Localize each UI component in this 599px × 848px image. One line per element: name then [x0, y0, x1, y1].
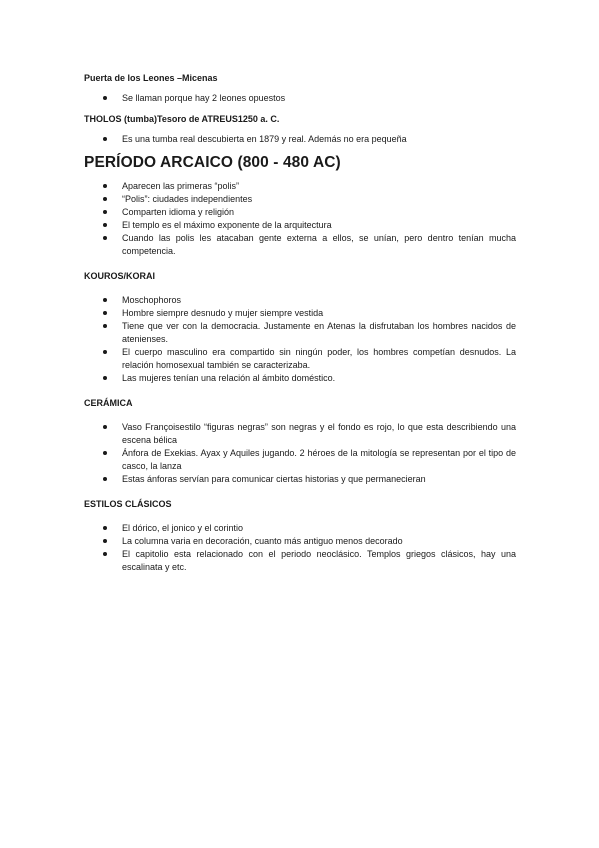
bullet-icon	[103, 451, 107, 455]
list-item: Tiene que ver con la democracia. Justamente en Atenas la disfrutaban los hombres nacidos de atenienses.	[84, 320, 516, 346]
list-item: Aparecen las primeras “polis”	[84, 180, 516, 193]
title-periodo-arcaico: PERÍODO ARCAICO (800 - 480 AC)	[84, 154, 341, 171]
list-item: Se llaman porque hay 2 leones opuestos	[84, 92, 516, 105]
bullet-icon	[103, 298, 107, 302]
bullet-icon	[103, 425, 107, 429]
list-tholos	[84, 133, 516, 146]
heading-puerta-leones: Puerta de los Leones –Micenas	[84, 73, 218, 83]
heading-kouros-korai: KOUROS/KORAI	[84, 271, 156, 281]
list-item: El cuerpo masculino era compartido sin ningún poder, los hombres competían desnudos. La relación homosexual también se caracterizaba.	[84, 346, 516, 372]
bullet-icon	[103, 96, 107, 100]
heading-ceramica: CERÁMICA	[84, 398, 133, 408]
list-puerta-leones	[84, 92, 516, 105]
bullet-icon	[103, 552, 107, 556]
list-item: Vaso Françoisestilo “figuras negras” son negras y el fondo es rojo, lo que esta describiendo una escena bélica	[84, 421, 516, 447]
bullet-icon	[103, 526, 107, 530]
list-item: El capitolio esta relacionado con el periodo neoclásico. Templos griegos clásicos, hay una escalinata y etc.	[84, 548, 516, 574]
list-item: Hombre siempre desnudo y mujer siempre vestida	[84, 307, 516, 320]
list-ceramica	[84, 421, 516, 486]
list-item: La columna varia en decoración, cuanto más antiguo menos decorado	[84, 535, 516, 548]
heading-tholos: THOLOS (tumba)Tesoro de ATREUS1250 a. C.	[84, 114, 280, 124]
list-item: Cuando las polis les atacaban gente externa a ellos, se unían, pero dentro tenían mucha competencia.	[84, 232, 516, 258]
bullet-icon	[103, 350, 107, 354]
list-item: Moschophoros	[84, 294, 516, 307]
list-item: Ánfora de Exekias. Ayax y Aquiles jugando. 2 héroes de la mitología se representan por el tipo de casco, la lanza	[84, 447, 516, 473]
bullet-icon	[103, 477, 107, 481]
bullet-icon	[103, 324, 107, 328]
list-item: Es una tumba real descubierta en 1879 y real. Además no era pequeña	[84, 133, 516, 146]
list-item: El templo es el máximo exponente de la arquitectura	[84, 219, 516, 232]
heading-estilos-clasicos: ESTILOS CLÁSICOS	[84, 499, 172, 509]
list-kouros-korai	[84, 294, 516, 385]
list-periodo-arcaico	[84, 180, 516, 258]
bullet-icon	[103, 210, 107, 214]
list-estilos-clasicos	[84, 522, 516, 574]
bullet-icon	[103, 137, 107, 141]
list-item: El dórico, el jonico y el corintio	[84, 522, 516, 535]
bullet-icon	[103, 184, 107, 188]
bullet-icon	[103, 223, 107, 227]
bullet-icon	[103, 236, 107, 240]
list-item: “Polis”: ciudades independientes	[84, 193, 516, 206]
list-item: Estas ánforas servían para comunicar ciertas historias y que permanecieran	[84, 473, 516, 486]
bullet-icon	[103, 197, 107, 201]
bullet-icon	[103, 376, 107, 380]
bullet-icon	[103, 311, 107, 315]
list-item: Comparten idioma y religión	[84, 206, 516, 219]
bullet-icon	[103, 539, 107, 543]
document-content	[84, 72, 516, 574]
list-item: Las mujeres tenían una relación al ámbito doméstico.	[84, 372, 516, 385]
